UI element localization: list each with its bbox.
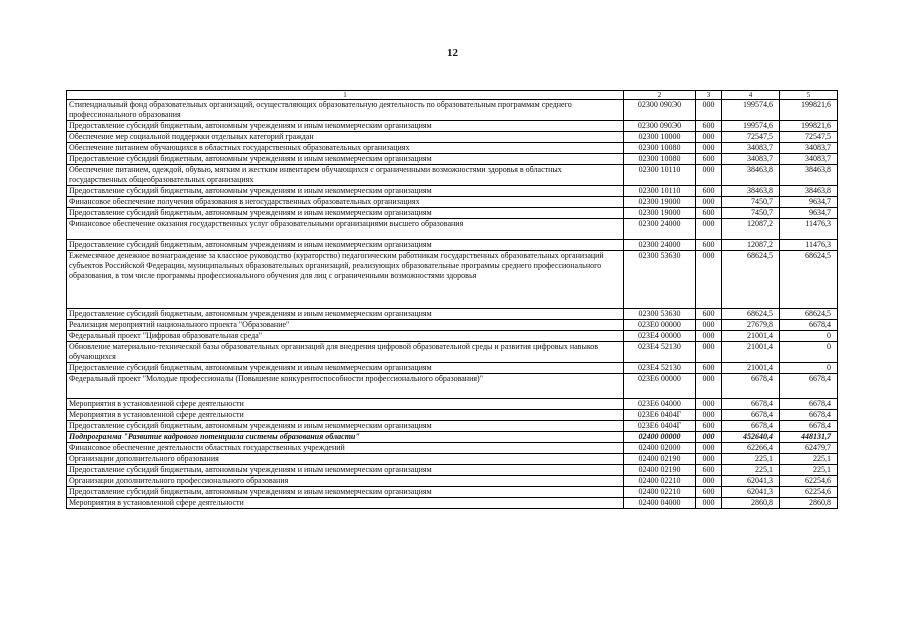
row-value-col4-cell: 2860,8 — [722, 498, 780, 509]
row-vr-cell: 000 — [696, 443, 722, 454]
row-vr-cell: 000 — [696, 132, 722, 143]
table-row — [67, 143, 838, 154]
row-name-cell: Ежемесячное денежное вознаграждение за классное руководство (кураторство) педагогическим работникам государственных образовательных организаций субъектов Российской Федерации, муниципальных образовательных организаций, реализующих образовательные программы среднего профессионального образования, в том числе программы профессионального обучения для лиц с ограниченными возможностями здоровья — [67, 251, 624, 309]
row-name-cell: Обновление материально-технической базы образовательных организаций для внедрения цифровой образовательной среды и развития цифровых навыков обучающихся — [67, 342, 624, 363]
row-name-cell: Стипендиальный фонд образовательных организаций, осуществляющих образовательную деятельность по образовательным программам среднего профессионального образования — [67, 100, 624, 121]
row-name-cell: Мероприятия в установленной сфере деятельности — [67, 410, 624, 421]
row-code-cell: 02400 02190 — [624, 465, 696, 476]
row-value-col4-cell: 199574,6 — [722, 100, 780, 121]
row-vr-cell: 600 — [696, 363, 722, 374]
row-vr-cell: 000 — [696, 342, 722, 363]
row-value-col5-cell: 448131,7 — [780, 432, 838, 443]
row-value-col5-cell: 11476,3 — [780, 240, 838, 251]
row-code-cell: 023Е6 0404Г — [624, 410, 696, 421]
table-row — [67, 219, 838, 240]
row-name-cell: Финансовое обеспечение оказания государственных услуг образовательными организациями высшего образования — [67, 219, 624, 240]
row-value-col4-cell: 34083,7 — [722, 154, 780, 165]
table-row — [67, 197, 838, 208]
row-value-col5-cell: 11476,3 — [780, 219, 838, 240]
row-value-col5-cell: 38463,8 — [780, 186, 838, 197]
row-vr-cell: 600 — [696, 240, 722, 251]
row-value-col5-cell: 6678,4 — [780, 374, 838, 399]
row-value-col4-cell: 12087,2 — [722, 240, 780, 251]
table-row — [67, 320, 838, 331]
row-code-cell: 02300 090Э0 — [624, 121, 696, 132]
row-value-col4-cell: 68624,5 — [722, 309, 780, 320]
table-header-row — [67, 91, 838, 100]
row-vr-cell: 600 — [696, 487, 722, 498]
table-row — [67, 476, 838, 487]
row-code-cell: 02300 53630 — [624, 251, 696, 309]
header-cell: 2 — [624, 91, 696, 100]
row-name-cell: Обеспечение мер социальной поддержки отдельных категорий граждан — [67, 132, 624, 143]
row-name-cell: Финансовое обеспечение получения образования в негосударственных образовательных организациях — [67, 197, 624, 208]
row-vr-cell: 000 — [696, 197, 722, 208]
row-vr-cell: 000 — [696, 219, 722, 240]
table-row — [67, 186, 838, 197]
row-value-col5-cell: 9634,7 — [780, 208, 838, 219]
table-row — [67, 465, 838, 476]
table-row — [67, 240, 838, 251]
row-code-cell: 02300 24000 — [624, 240, 696, 251]
row-value-col5-cell: 72547,5 — [780, 132, 838, 143]
row-vr-cell: 000 — [696, 476, 722, 487]
row-value-col4-cell: 62041,3 — [722, 476, 780, 487]
row-vr-cell: 000 — [696, 320, 722, 331]
row-value-col5-cell: 2860,8 — [780, 498, 838, 509]
row-value-col4-cell: 62041,3 — [722, 487, 780, 498]
row-name-cell: Предоставление субсидий бюджетным, автономным учреждениям и иным некоммерческим организациям — [67, 421, 624, 432]
row-vr-cell: 000 — [696, 331, 722, 342]
row-name-cell: Обеспечение питанием обучающихся в областных государственных образовательных организациях — [67, 143, 624, 154]
row-value-col4-cell: 6678,4 — [722, 399, 780, 410]
row-value-col5-cell: 68624,5 — [780, 309, 838, 320]
table-row — [67, 399, 838, 410]
row-value-col5-cell: 68624,5 — [780, 251, 838, 309]
row-value-col5-cell: 62479,7 — [780, 443, 838, 454]
row-value-col4-cell: 6678,4 — [722, 374, 780, 399]
table-row — [67, 342, 838, 363]
row-code-cell: 023Е0 00000 — [624, 320, 696, 331]
row-code-cell: 02300 10000 — [624, 132, 696, 143]
row-value-col5-cell: 34083,7 — [780, 143, 838, 154]
row-code-cell: 02300 24000 — [624, 219, 696, 240]
row-code-cell: 02300 10080 — [624, 143, 696, 154]
row-value-col5-cell: 62254,6 — [780, 476, 838, 487]
row-code-cell: 02400 02210 — [624, 487, 696, 498]
row-value-col5-cell: 199821,6 — [780, 100, 838, 121]
row-vr-cell: 000 — [696, 454, 722, 465]
header-cell: 4 — [722, 91, 780, 100]
table-row — [67, 421, 838, 432]
row-vr-cell: 600 — [696, 421, 722, 432]
row-name-cell: Организации дополнительного образования — [67, 454, 624, 465]
table-row — [67, 432, 838, 443]
row-value-col5-cell: 6678,4 — [780, 410, 838, 421]
row-code-cell: 02400 02000 — [624, 443, 696, 454]
row-value-col4-cell: 38463,8 — [722, 186, 780, 197]
row-vr-cell: 600 — [696, 154, 722, 165]
row-value-col5-cell: 6678,4 — [780, 421, 838, 432]
row-value-col5-cell: 9634,7 — [780, 197, 838, 208]
row-value-col4-cell: 38463,8 — [722, 165, 780, 186]
row-value-col4-cell: 12087,2 — [722, 219, 780, 240]
table-row — [67, 374, 838, 399]
row-value-col4-cell: 6678,4 — [722, 421, 780, 432]
row-value-col4-cell: 72547,5 — [722, 132, 780, 143]
row-code-cell: 023Е4 00000 — [624, 331, 696, 342]
row-value-col4-cell: 225,1 — [722, 465, 780, 476]
row-vr-cell: 600 — [696, 121, 722, 132]
table-row — [67, 443, 838, 454]
row-value-col4-cell: 62266,4 — [722, 443, 780, 454]
header-cell: 3 — [696, 91, 722, 100]
row-code-cell: 02400 00000 — [624, 432, 696, 443]
row-name-cell: Предоставление субсидий бюджетным, автономным учреждениям и иным некоммерческим организациям — [67, 121, 624, 132]
row-value-col4-cell: 7450,7 — [722, 208, 780, 219]
row-name-cell: Предоставление субсидий бюджетным, автономным учреждениям и иным некоммерческим организациям — [67, 309, 624, 320]
row-vr-cell: 600 — [696, 309, 722, 320]
row-value-col5-cell: 6678,4 — [780, 399, 838, 410]
header-cell: 1 — [67, 91, 624, 100]
row-value-col5-cell: 0 — [780, 331, 838, 342]
row-vr-cell: 000 — [696, 498, 722, 509]
row-name-cell: Финансовое обеспечение деятельности областных государственных учреждений — [67, 443, 624, 454]
row-code-cell: 023Е4 52130 — [624, 342, 696, 363]
row-name-cell: Обеспечение питанием, одеждой, обувью, мягким и жестким инвентарем обучающихся с ограниченными возможностями здоровья в областных государственных общеобразовательных организациях — [67, 165, 624, 186]
table-row — [67, 454, 838, 465]
row-value-col4-cell: 21001,4 — [722, 363, 780, 374]
row-code-cell: 02300 10080 — [624, 154, 696, 165]
row-code-cell: 02400 04000 — [624, 498, 696, 509]
row-value-col4-cell: 199574,6 — [722, 121, 780, 132]
row-value-col4-cell: 6678,4 — [722, 410, 780, 421]
row-code-cell: 02300 19000 — [624, 208, 696, 219]
row-name-cell: Предоставление субсидий бюджетным, автономным учреждениям и иным некоммерческим организациям — [67, 186, 624, 197]
row-name-cell: Подпрограмма "Развитие кадрового потенциала системы образования области" — [67, 432, 624, 443]
row-value-col5-cell: 34083,7 — [780, 154, 838, 165]
row-name-cell: Предоставление субсидий бюджетным, автономным учреждениям и иным некоммерческим организациям — [67, 487, 624, 498]
row-name-cell: Федеральный проект "Молодые профессионалы (Повышение конкурентоспособности профессионального образования)" — [67, 374, 624, 399]
row-name-cell: Предоставление субсидий бюджетным, автономным учреждениям и иным некоммерческим организациям — [67, 154, 624, 165]
table-row — [67, 208, 838, 219]
row-name-cell: Предоставление субсидий бюджетным, автономным учреждениям и иным некоммерческим организациям — [67, 208, 624, 219]
table-row — [67, 121, 838, 132]
row-vr-cell: 000 — [696, 143, 722, 154]
row-name-cell: Организации дополнительного профессионального образования — [67, 476, 624, 487]
row-value-col5-cell: 6678,4 — [780, 320, 838, 331]
row-code-cell: 02300 10110 — [624, 165, 696, 186]
row-code-cell: 02300 19000 — [624, 197, 696, 208]
row-value-col4-cell: 7450,7 — [722, 197, 780, 208]
row-vr-cell: 000 — [696, 251, 722, 309]
table-row — [67, 487, 838, 498]
row-name-cell: Предоставление субсидий бюджетным, автономным учреждениям и иным некоммерческим организациям — [67, 240, 624, 251]
row-vr-cell: 600 — [696, 208, 722, 219]
row-vr-cell: 600 — [696, 186, 722, 197]
row-name-cell: Предоставление субсидий бюджетным, автономным учреждениям и иным некоммерческим организациям — [67, 465, 624, 476]
row-name-cell: Реализация мероприятий национального проекта "Образование" — [67, 320, 624, 331]
row-value-col4-cell: 34083,7 — [722, 143, 780, 154]
table-row — [67, 154, 838, 165]
row-code-cell: 02300 090Э0 — [624, 100, 696, 121]
row-value-col5-cell: 38463,8 — [780, 165, 838, 186]
row-value-col5-cell: 0 — [780, 363, 838, 374]
row-vr-cell: 000 — [696, 399, 722, 410]
row-value-col4-cell: 225,1 — [722, 454, 780, 465]
row-code-cell: 023Е6 04000 — [624, 399, 696, 410]
table-row — [67, 363, 838, 374]
row-value-col4-cell: 452640,4 — [722, 432, 780, 443]
row-vr-cell: 000 — [696, 432, 722, 443]
row-value-col4-cell: 68624,5 — [722, 251, 780, 309]
row-code-cell: 023Е4 52130 — [624, 363, 696, 374]
table-row — [67, 410, 838, 421]
page-number: 12 — [447, 47, 458, 59]
header-cell: 5 — [780, 91, 838, 100]
row-name-cell: Предоставление субсидий бюджетным, автономным учреждениям и иным некоммерческим организациям — [67, 363, 624, 374]
row-vr-cell: 600 — [696, 465, 722, 476]
row-value-col5-cell: 62254,6 — [780, 487, 838, 498]
row-code-cell: 02400 02210 — [624, 476, 696, 487]
row-code-cell: 02300 53630 — [624, 309, 696, 320]
row-name-cell: Мероприятия в установленной сфере деятельности — [67, 498, 624, 509]
row-name-cell: Мероприятия в установленной сфере деятельности — [67, 399, 624, 410]
row-code-cell: 023Е6 00000 — [624, 374, 696, 399]
row-vr-cell: 000 — [696, 410, 722, 421]
table-row — [67, 132, 838, 143]
row-code-cell: 02300 10110 — [624, 186, 696, 197]
table-row — [67, 331, 838, 342]
row-name-cell: Федеральный проект "Цифровая образовательная среда" — [67, 331, 624, 342]
row-vr-cell: 000 — [696, 165, 722, 186]
row-value-col4-cell: 27679,8 — [722, 320, 780, 331]
row-value-col5-cell: 225,1 — [780, 454, 838, 465]
row-value-col5-cell: 225,1 — [780, 465, 838, 476]
row-value-col4-cell: 21001,4 — [722, 342, 780, 363]
row-vr-cell: 000 — [696, 100, 722, 121]
row-vr-cell: 000 — [696, 374, 722, 399]
row-code-cell: 02400 02190 — [624, 454, 696, 465]
table-row — [67, 251, 838, 309]
row-value-col5-cell: 199821,6 — [780, 121, 838, 132]
table-row — [67, 165, 838, 186]
table-row — [67, 498, 838, 509]
budget-table — [66, 90, 838, 509]
row-value-col4-cell: 21001,4 — [722, 331, 780, 342]
row-value-col5-cell: 0 — [780, 342, 838, 363]
row-code-cell: 023Е6 0404Г — [624, 421, 696, 432]
table-row — [67, 309, 838, 320]
table-row — [67, 100, 838, 121]
